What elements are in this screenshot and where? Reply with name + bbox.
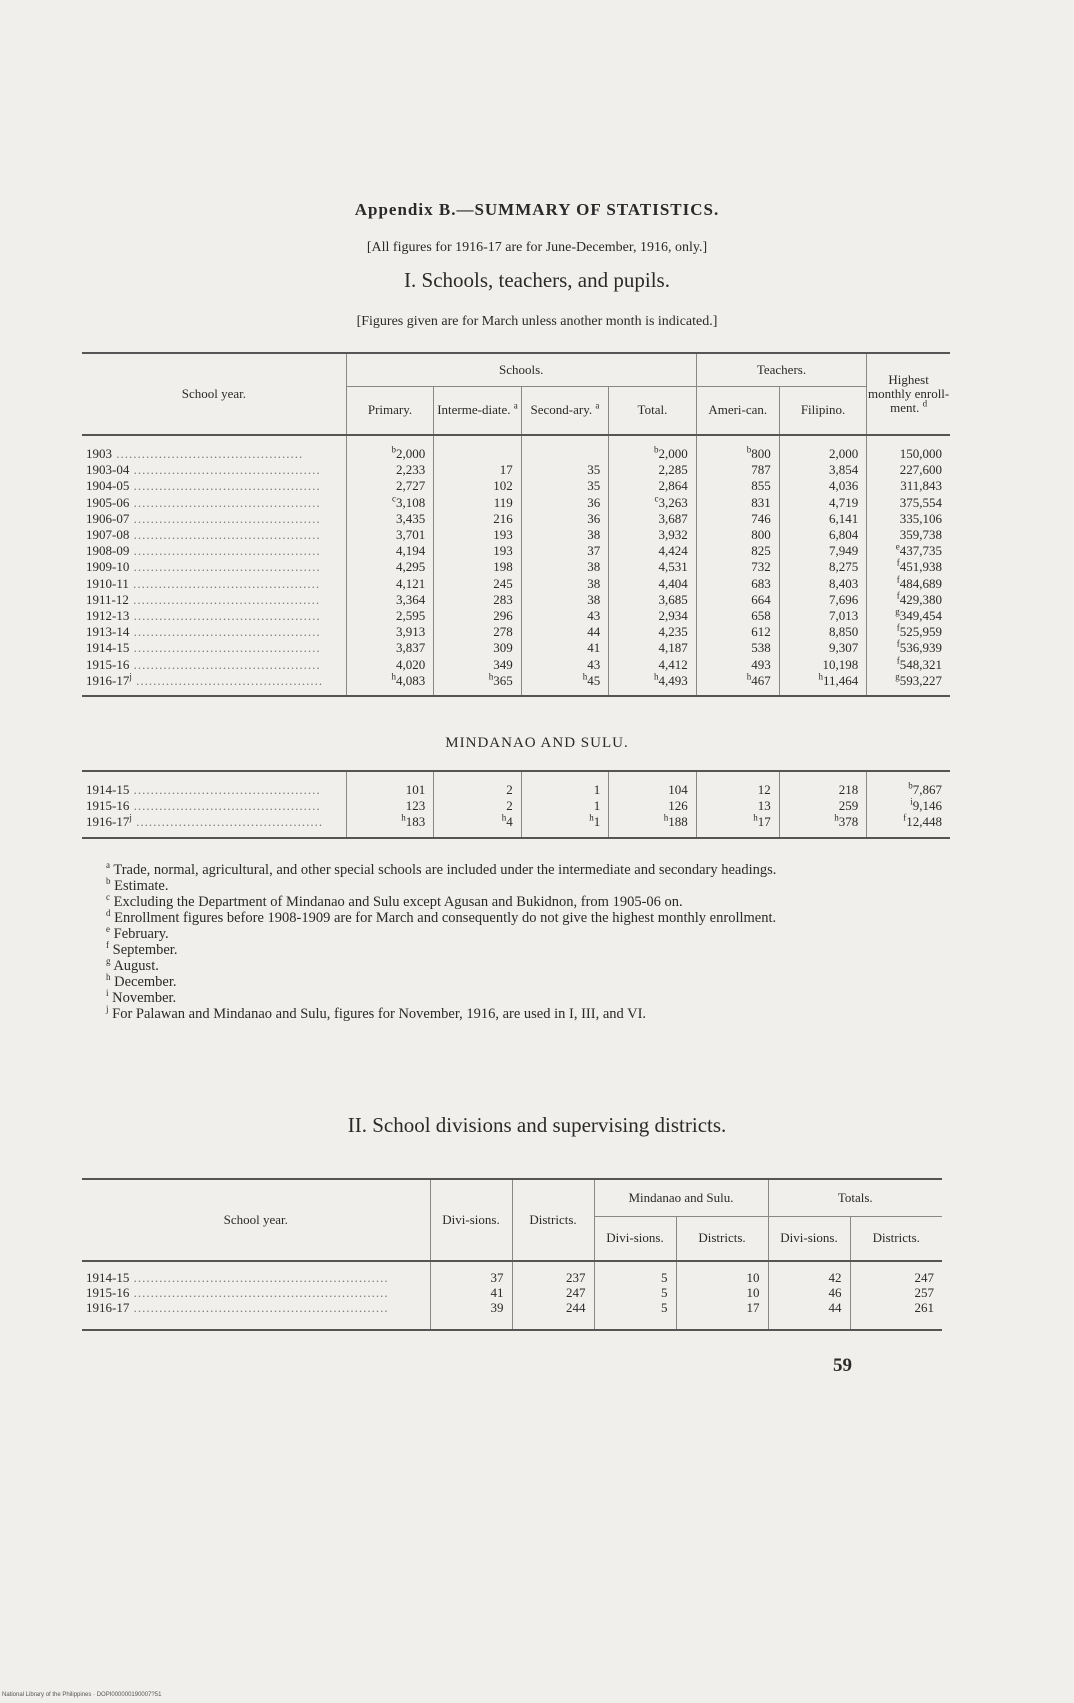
cell-filipino: 8,850: [779, 624, 866, 640]
cell-secondary: 37: [521, 543, 608, 559]
cell-divisions: 39: [430, 1300, 512, 1330]
cell-intermediate: 245: [434, 576, 521, 592]
cell-intermediate: 309: [434, 640, 521, 656]
cell-primary: $^b$2,000: [346, 435, 433, 462]
cell-secondary: [521, 435, 608, 462]
cell-american: $^h$17: [696, 814, 779, 837]
cell-total: $^h$188: [609, 814, 696, 837]
row-year: 1903 ............................................: [86, 446, 304, 461]
cell-filipino: 6,141: [779, 511, 866, 527]
row-year: 1914-15 ............................................: [86, 640, 321, 656]
table-row: [82, 624, 950, 640]
cell-primary: 4,295: [346, 559, 433, 575]
cell-intermediate: $^h$4: [434, 814, 521, 837]
school-divisions-table: [82, 1178, 942, 1331]
mindanao-sulu-table: [82, 770, 950, 839]
cell-american: 538: [696, 640, 779, 656]
table-row: [82, 543, 950, 559]
cell-filipino: 4,036: [779, 478, 866, 494]
row-year: 1915-16 ............................................................: [86, 1285, 389, 1300]
cell-districts: 244: [512, 1300, 594, 1330]
row-year: 1905-06 ............................................: [86, 494, 321, 510]
header-divisions: Divi-sions.: [430, 1179, 512, 1261]
footnote: $^b$ Estimate.: [106, 876, 169, 894]
cell-filipino: 7,949: [779, 543, 866, 559]
cell-enrollment: 335,106: [867, 511, 950, 527]
cell-m-divisions: 5: [594, 1300, 676, 1330]
cell-filipino: 8,275: [779, 559, 866, 575]
cell-intermediate: 17: [434, 462, 521, 478]
cell-american: 493: [696, 657, 779, 673]
row-year: 1907-08 ............................................: [86, 527, 321, 543]
row-year: 1916-17 ............................................................: [86, 1300, 389, 1315]
cell-total: 2,934: [609, 608, 696, 624]
cell-enrollment: $^f$12,448: [867, 814, 950, 837]
header-school-year: School year.: [82, 353, 346, 435]
cell-enrollment: $^f$525,959: [867, 624, 950, 640]
cell-intermediate: 296: [434, 608, 521, 624]
cell-enrollment: $^e$437,735: [867, 543, 950, 559]
table-row: [82, 478, 950, 494]
table-row: [82, 1300, 942, 1330]
cell-enrollment: $^f$536,939: [867, 640, 950, 656]
row-year: 1904-05 ............................................: [86, 478, 321, 494]
cell-secondary: 36: [521, 511, 608, 527]
header-secondary: Second-ary. $^a$: [521, 387, 608, 436]
cell-primary: 123: [346, 798, 433, 814]
cell-total: $^h$4,493: [609, 673, 696, 696]
cell-total: 4,187: [609, 640, 696, 656]
cell-intermediate: $^h$365: [434, 673, 521, 696]
schools-teachers-pupils-table: [82, 352, 950, 697]
header-primary: Primary.: [346, 387, 433, 436]
table-row: [82, 657, 950, 673]
cell-total: $^c$3,263: [609, 495, 696, 511]
header-t-divisions: Divi-sions.: [768, 1217, 850, 1262]
cell-filipino: 3,854: [779, 462, 866, 478]
cell-enrollment: $^f$484,689: [867, 576, 950, 592]
row-year: 1914-15 ............................................................: [86, 1270, 389, 1285]
cell-primary: 3,837: [346, 640, 433, 656]
header-enrollment: Highest monthly enroll-ment. $^d$: [867, 353, 950, 435]
footnote: $^a$ Trade, normal, agricultural, and other special schools are included under the intermediate and secondary headings.: [106, 860, 777, 878]
cell-t-divisions: 42: [768, 1261, 850, 1285]
cell-total: 3,687: [609, 511, 696, 527]
cell-secondary: $^h$1: [521, 814, 608, 837]
cell-secondary: $^h$45: [521, 673, 608, 696]
cell-intermediate: 193: [434, 543, 521, 559]
cell-total: $^b$2,000: [609, 435, 696, 462]
cell-secondary: 35: [521, 478, 608, 494]
cell-total: 104: [609, 771, 696, 798]
header-american: Ameri-can.: [696, 387, 779, 436]
table-row: [82, 592, 950, 608]
cell-intermediate: 216: [434, 511, 521, 527]
cell-american: 825: [696, 543, 779, 559]
section-1-note: [Figures given are for March unless another month is indicated.]: [356, 314, 718, 329]
cell-intermediate: 198: [434, 559, 521, 575]
cell-enrollment: $^b$7,867: [867, 771, 950, 798]
cell-primary: 2,595: [346, 608, 433, 624]
cell-m-districts: 10: [676, 1285, 768, 1300]
row-year: 1915-16 ............................................: [86, 656, 321, 672]
cell-secondary: 43: [521, 657, 608, 673]
table-row: [82, 814, 950, 837]
table-row: [82, 576, 950, 592]
row-year: 1911-12 ............................................: [86, 591, 321, 607]
footnotes: [82, 862, 942, 1022]
row-year: 1903-04 ............................................: [86, 462, 321, 478]
cell-american: 855: [696, 478, 779, 494]
table-row: [82, 1285, 942, 1300]
cell-m-districts: 10: [676, 1261, 768, 1285]
cell-enrollment: $^f$451,938: [867, 559, 950, 575]
row-year: 1912-13 ............................................: [86, 608, 321, 624]
table-row: [82, 673, 950, 696]
footnote: $^e$ February.: [106, 924, 169, 942]
table-row: [82, 495, 950, 511]
cell-enrollment: 375,554: [867, 495, 950, 511]
cell-filipino: 7,696: [779, 592, 866, 608]
footnote: $^h$ December.: [106, 972, 177, 990]
cell-intermediate: 349: [434, 657, 521, 673]
cell-total: 126: [609, 798, 696, 814]
header-t-districts: Districts.: [850, 1217, 942, 1262]
row-year: 1915-16 ............................................: [86, 798, 321, 814]
cell-secondary: 1: [521, 798, 608, 814]
header-districts: Districts.: [512, 1179, 594, 1261]
cell-total: 2,285: [609, 462, 696, 478]
footnote: $^i$ November.: [106, 988, 177, 1006]
cell-filipino: 6,804: [779, 527, 866, 543]
footnote: $^j$ For Palawan and Mindanao and Sulu, figures for November, 1916, are used in I, III, and VI.: [106, 1004, 647, 1022]
table-row: [82, 640, 950, 656]
footnote: $^g$ August.: [106, 956, 159, 974]
row-year: 1913-14 ............................................: [86, 624, 321, 640]
cell-american: 831: [696, 495, 779, 511]
cell-enrollment: 359,738: [867, 527, 950, 543]
row-year: 1914-15 ............................................: [86, 782, 321, 797]
table-row: [82, 798, 950, 814]
cell-filipino: $^h$378: [779, 814, 866, 837]
header-total: Total.: [609, 387, 696, 436]
cell-filipino: $^h$11,464: [779, 673, 866, 696]
cell-american: 746: [696, 511, 779, 527]
page-title: Appendix B.—SUMMARY OF STATISTICS.: [354, 200, 720, 219]
row-year: 1910-11 ............................................: [86, 575, 321, 591]
cell-total: 4,412: [609, 657, 696, 673]
cell-intermediate: 119: [434, 495, 521, 511]
header-m-divisions: Divi-sions.: [594, 1217, 676, 1262]
header-mindanao-sulu: Mindanao and Sulu.: [594, 1179, 768, 1217]
cell-secondary: 44: [521, 624, 608, 640]
cell-american: 13: [696, 798, 779, 814]
cell-filipino: 4,719: [779, 495, 866, 511]
cell-filipino: 259: [779, 798, 866, 814]
cell-primary: 2,233: [346, 462, 433, 478]
section-2-title: II. School divisions and supervising districts.: [347, 1113, 727, 1137]
row-year: 1906-07 ............................................: [86, 510, 321, 526]
cell-intermediate: 2: [434, 771, 521, 798]
cell-intermediate: [434, 435, 521, 462]
cell-filipino: 7,013: [779, 608, 866, 624]
cell-t-districts: 261: [850, 1300, 942, 1330]
cell-secondary: 41: [521, 640, 608, 656]
cell-intermediate: 102: [434, 478, 521, 494]
cell-t-divisions: 46: [768, 1285, 850, 1300]
row-year: 1908-09 ............................................: [86, 543, 321, 559]
cell-total: 3,932: [609, 527, 696, 543]
cell-enrollment: 311,843: [867, 478, 950, 494]
section-1-title: I. Schools, teachers, and pupils.: [404, 268, 670, 292]
row-year: 1916-17$^j$ ............................................: [86, 672, 324, 688]
table-row: [82, 771, 950, 798]
cell-secondary: 35: [521, 462, 608, 478]
row-year: 1909-10 ............................................: [86, 559, 321, 575]
cell-districts: 237: [512, 1261, 594, 1285]
figures-note: [All figures for 1916-17 are for June-December, 1916, only.]: [366, 240, 708, 255]
cell-divisions: 37: [430, 1261, 512, 1285]
header-school-year-2: School year.: [82, 1179, 430, 1261]
table-row: [82, 559, 950, 575]
footnote: $^f$ September.: [106, 940, 178, 958]
mindanao-sulu-subheading: MINDANAO AND SULU.: [445, 735, 629, 751]
cell-primary: 3,364: [346, 592, 433, 608]
cell-secondary: 38: [521, 559, 608, 575]
cell-american: 12: [696, 771, 779, 798]
cell-primary: 3,701: [346, 527, 433, 543]
cell-enrollment: 227,600: [867, 462, 950, 478]
cell-secondary: 38: [521, 576, 608, 592]
cell-m-divisions: 5: [594, 1285, 676, 1300]
header-schools: Schools.: [346, 353, 696, 387]
cell-american: 732: [696, 559, 779, 575]
cell-secondary: 43: [521, 608, 608, 624]
cell-filipino: 8,403: [779, 576, 866, 592]
table-row: [82, 527, 950, 543]
cell-t-divisions: 44: [768, 1300, 850, 1330]
cell-primary: 3,913: [346, 624, 433, 640]
cell-total: 4,235: [609, 624, 696, 640]
cell-intermediate: 2: [434, 798, 521, 814]
cell-m-divisions: 5: [594, 1261, 676, 1285]
footnote: $^d$ Enrollment figures before 1908-1909 are for March and consequently do not give the highest monthly enrollment.: [106, 908, 777, 926]
page-number: 59: [833, 1355, 852, 1376]
cell-secondary: 36: [521, 495, 608, 511]
archive-credit: National Library of the Philippines · DOPI000000190007?51: [2, 1692, 162, 1698]
table-row: [82, 462, 950, 478]
cell-filipino: 218: [779, 771, 866, 798]
cell-american: 683: [696, 576, 779, 592]
cell-t-districts: 247: [850, 1261, 942, 1285]
cell-intermediate: 278: [434, 624, 521, 640]
cell-divisions: 41: [430, 1285, 512, 1300]
cell-american: 800: [696, 527, 779, 543]
cell-enrollment: $^f$548,321: [867, 657, 950, 673]
header-teachers: Teachers.: [696, 353, 867, 387]
header-m-districts: Districts.: [676, 1217, 768, 1262]
cell-secondary: 38: [521, 527, 608, 543]
cell-total: 3,685: [609, 592, 696, 608]
cell-t-districts: 257: [850, 1285, 942, 1300]
cell-enrollment: $^g$349,454: [867, 608, 950, 624]
cell-american: 658: [696, 608, 779, 624]
cell-primary: 4,020: [346, 657, 433, 673]
cell-intermediate: 283: [434, 592, 521, 608]
cell-m-districts: 17: [676, 1300, 768, 1330]
table-row: [82, 511, 950, 527]
table-row: [82, 435, 950, 462]
cell-primary: 3,435: [346, 511, 433, 527]
cell-secondary: 38: [521, 592, 608, 608]
footnote: $^c$ Excluding the Department of Mindanao and Sulu except Agusan and Bukidnon, from 1905-06 on.: [106, 892, 683, 910]
cell-american: $^h$467: [696, 673, 779, 696]
header-intermediate: Interme-diate. $^a$: [434, 387, 521, 436]
cell-enrollment: $^f$429,380: [867, 592, 950, 608]
row-year: 1916-17$^j$ ............................................: [86, 814, 324, 830]
cell-primary: $^c$3,108: [346, 495, 433, 511]
header-filipino: Filipino.: [779, 387, 866, 436]
cell-filipino: 2,000: [779, 435, 866, 462]
cell-primary: 4,121: [346, 576, 433, 592]
cell-enrollment: $^i$9,146: [867, 798, 950, 814]
cell-american: 787: [696, 462, 779, 478]
cell-intermediate: 193: [434, 527, 521, 543]
cell-primary: 4,194: [346, 543, 433, 559]
cell-primary: 101: [346, 771, 433, 798]
cell-american: $^b$800: [696, 435, 779, 462]
header-totals: Totals.: [768, 1179, 942, 1217]
cell-secondary: 1: [521, 771, 608, 798]
cell-primary: $^h$4,083: [346, 673, 433, 696]
table-row: [82, 608, 950, 624]
table-row: [82, 1261, 942, 1285]
cell-filipino: 9,307: [779, 640, 866, 656]
cell-american: 612: [696, 624, 779, 640]
cell-enrollment: $^g$593,227: [867, 673, 950, 696]
cell-primary: 2,727: [346, 478, 433, 494]
cell-primary: $^h$183: [346, 814, 433, 837]
cell-total: 4,404: [609, 576, 696, 592]
cell-total: 4,424: [609, 543, 696, 559]
cell-filipino: 10,198: [779, 657, 866, 673]
cell-total: 2,864: [609, 478, 696, 494]
cell-total: 4,531: [609, 559, 696, 575]
cell-american: 664: [696, 592, 779, 608]
cell-enrollment: 150,000: [867, 435, 950, 462]
cell-districts: 247: [512, 1285, 594, 1300]
